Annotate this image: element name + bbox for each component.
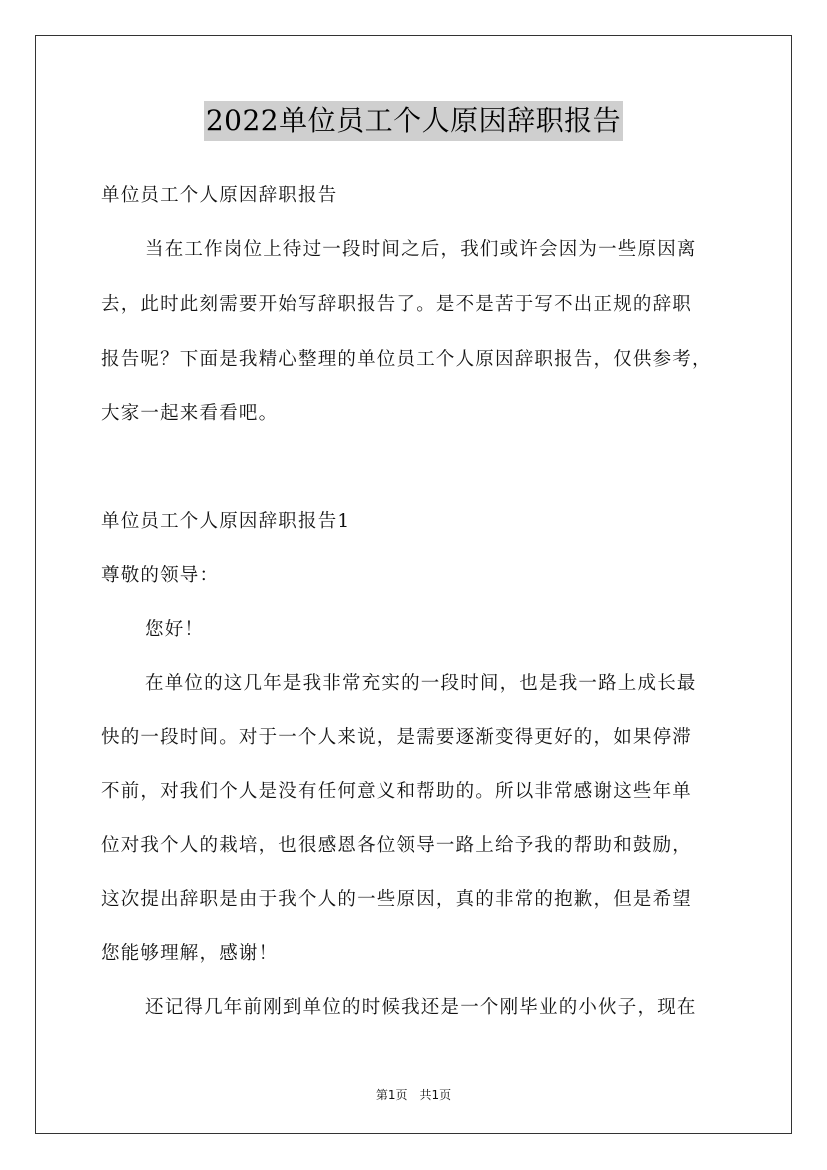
page-number: 第1页 共1页 (375, 1088, 452, 1102)
paragraph-line: 这次提出辞职是由于我个人的一些原因，真的非常的抱歉，但是希望 (101, 889, 693, 910)
paragraph-line: 位对我个人的栽培，也很感恩各位领导一路上给予我的帮助和鼓励， (101, 835, 693, 856)
intro-line: 报告呢？下面是我精心整理的单位员工个人原因辞职报告，仅供参考， (101, 349, 712, 370)
intro-line: 去，此时此刻需要开始写辞职报告了。是不是苦于写不出正规的辞职 (101, 294, 693, 315)
document-title: 2022单位员工个人原因辞职报告 (204, 101, 623, 141)
document-subtitle: 单位员工个人原因辞职报告 (101, 185, 338, 206)
title-container (0, 101, 827, 141)
intro-line: 大家一起来看看吧。 (101, 403, 279, 424)
paragraph-line: 您能够理解，感谢！ (101, 943, 279, 964)
intro-line: 当在工作岗位上待过一段时间之后，我们或许会因为一些原因离 (145, 239, 697, 260)
greeting: 您好！ (145, 619, 205, 640)
salutation: 尊敬的领导： (101, 565, 220, 586)
page-footer (0, 1086, 827, 1103)
paragraph-line: 在单位的这几年是我非常充实的一段时间，也是我一路上成长最 (145, 673, 697, 694)
paragraph-line: 还记得几年前刚到单位的时候我还是一个刚毕业的小伙子，现在 (145, 997, 697, 1018)
section-heading: 单位员工个人原因辞职报告1 (101, 511, 351, 532)
paragraph-line: 不前，对我们个人是没有任何意义和帮助的。所以非常感谢这些年单 (101, 781, 693, 802)
paragraph-line: 快的一段时间。对于一个人来说，是需要逐渐变得更好的，如果停滞 (101, 727, 693, 748)
